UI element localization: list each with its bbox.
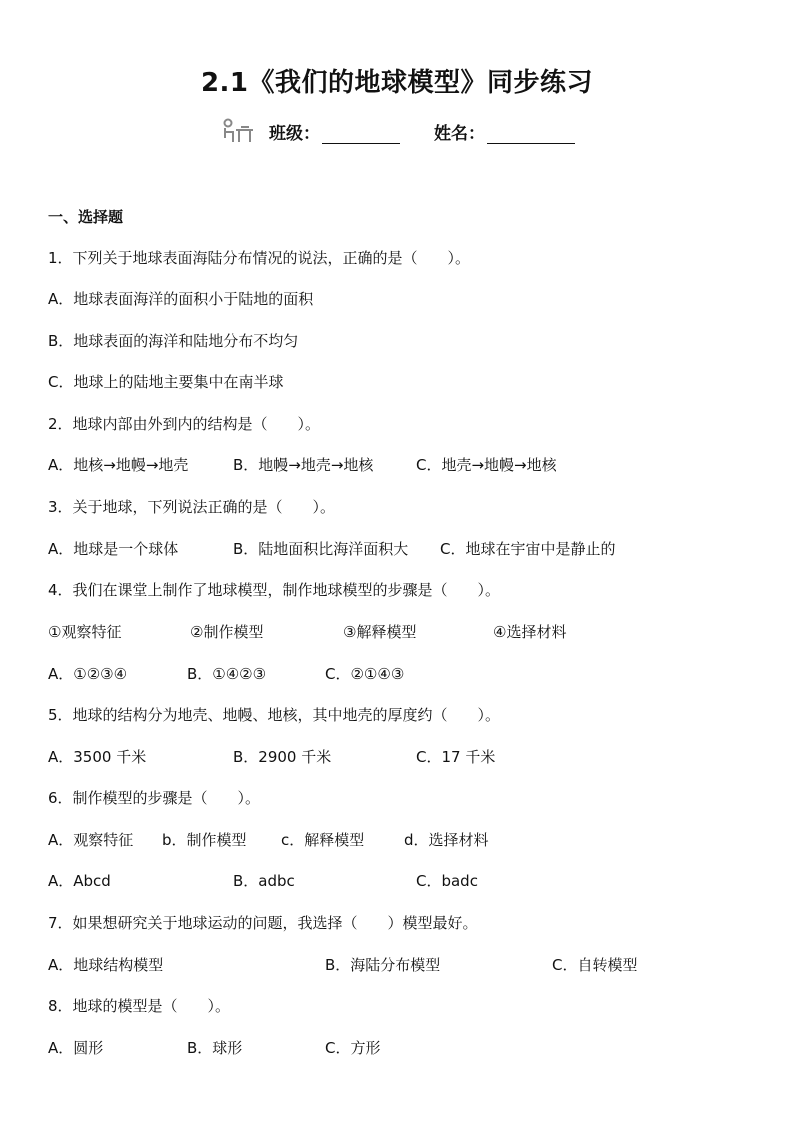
option-b[interactable]: B．海陆分布模型 bbox=[325, 956, 441, 974]
option-a[interactable]: A．地核→地幔→地壳 bbox=[48, 456, 189, 474]
option-b[interactable]: B．地球表面的海洋和陆地分布不均匀 bbox=[48, 332, 299, 350]
question-stem: 6．制作模型的步骤是（ ）。 bbox=[48, 789, 261, 807]
step-item: A．观察特征 bbox=[48, 831, 134, 849]
question-stem: 5．地球的结构分为地壳、地幔、地核，其中地壳的厚度约（ ）。 bbox=[48, 706, 501, 724]
question-stem: 1．下列关于地球表面海陆分布情况的说法，正确的是（ ）。 bbox=[48, 249, 471, 267]
option-b[interactable]: B．球形 bbox=[187, 1039, 243, 1057]
option-a[interactable]: A．地球是一个球体 bbox=[48, 540, 179, 558]
step-item: ②制作模型 bbox=[190, 623, 264, 641]
student-desk-icon bbox=[219, 118, 255, 144]
student-info bbox=[0, 118, 794, 144]
step-item: c．解释模型 bbox=[281, 831, 365, 849]
section-title: 一、选择题 bbox=[48, 208, 124, 226]
option-a[interactable]: A．①②③④ bbox=[48, 665, 128, 683]
question-stem: 2．地球内部由外到内的结构是（ ）。 bbox=[48, 415, 321, 433]
option-a[interactable]: A．圆形 bbox=[48, 1039, 104, 1057]
option-a[interactable]: A．Abcd bbox=[48, 872, 111, 890]
option-b[interactable]: B．地幔→地壳→地核 bbox=[233, 456, 374, 474]
option-c[interactable]: C．自转模型 bbox=[552, 956, 638, 974]
step-item: b．制作模型 bbox=[162, 831, 247, 849]
option-a[interactable]: A．地球表面海洋的面积小于陆地的面积 bbox=[48, 290, 314, 308]
option-a[interactable]: A．3500 千米 bbox=[48, 748, 147, 766]
name-field[interactable] bbox=[434, 119, 575, 144]
option-c[interactable]: C．badc bbox=[416, 872, 478, 890]
step-item: ④选择材料 bbox=[493, 623, 567, 641]
option-c[interactable]: C．17 千米 bbox=[416, 748, 496, 766]
question-stem: 3．关于地球，下列说法正确的是（ ）。 bbox=[48, 498, 336, 516]
option-c[interactable]: C．地壳→地幔→地核 bbox=[416, 456, 557, 474]
step-item: d．选择材料 bbox=[404, 831, 489, 849]
option-a[interactable]: A．地球结构模型 bbox=[48, 956, 164, 974]
class-label: 班级： bbox=[269, 123, 320, 144]
name-label: 姓名： bbox=[434, 123, 485, 144]
option-b[interactable]: B．2900 千米 bbox=[233, 748, 332, 766]
question-stem: 8．地球的模型是（ ）。 bbox=[48, 997, 231, 1015]
option-c[interactable]: C．地球在宇宙中是静止的 bbox=[440, 540, 616, 558]
option-b[interactable]: B．陆地面积比海洋面积大 bbox=[233, 540, 409, 558]
option-b[interactable]: B．①④②③ bbox=[187, 665, 267, 683]
question-stem: 7．如果想研究关于地球运动的问题，我选择（ ）模型最好。 bbox=[48, 914, 478, 932]
class-field[interactable] bbox=[269, 119, 400, 144]
name-blank[interactable] bbox=[487, 125, 575, 144]
option-c[interactable]: C．方形 bbox=[325, 1039, 381, 1057]
option-c[interactable]: C．②①④③ bbox=[325, 665, 405, 683]
page-title: 2.1《我们的地球模型》同步练习 bbox=[200, 68, 594, 98]
step-item: ①观察特征 bbox=[48, 623, 122, 641]
step-item: ③解释模型 bbox=[343, 623, 417, 641]
question-stem: 4．我们在课堂上制作了地球模型，制作地球模型的步骤是（ ）。 bbox=[48, 581, 501, 599]
option-b[interactable]: B．adbc bbox=[233, 872, 295, 890]
option-c[interactable]: C．地球上的陆地主要集中在南半球 bbox=[48, 373, 284, 391]
class-blank[interactable] bbox=[322, 125, 400, 144]
